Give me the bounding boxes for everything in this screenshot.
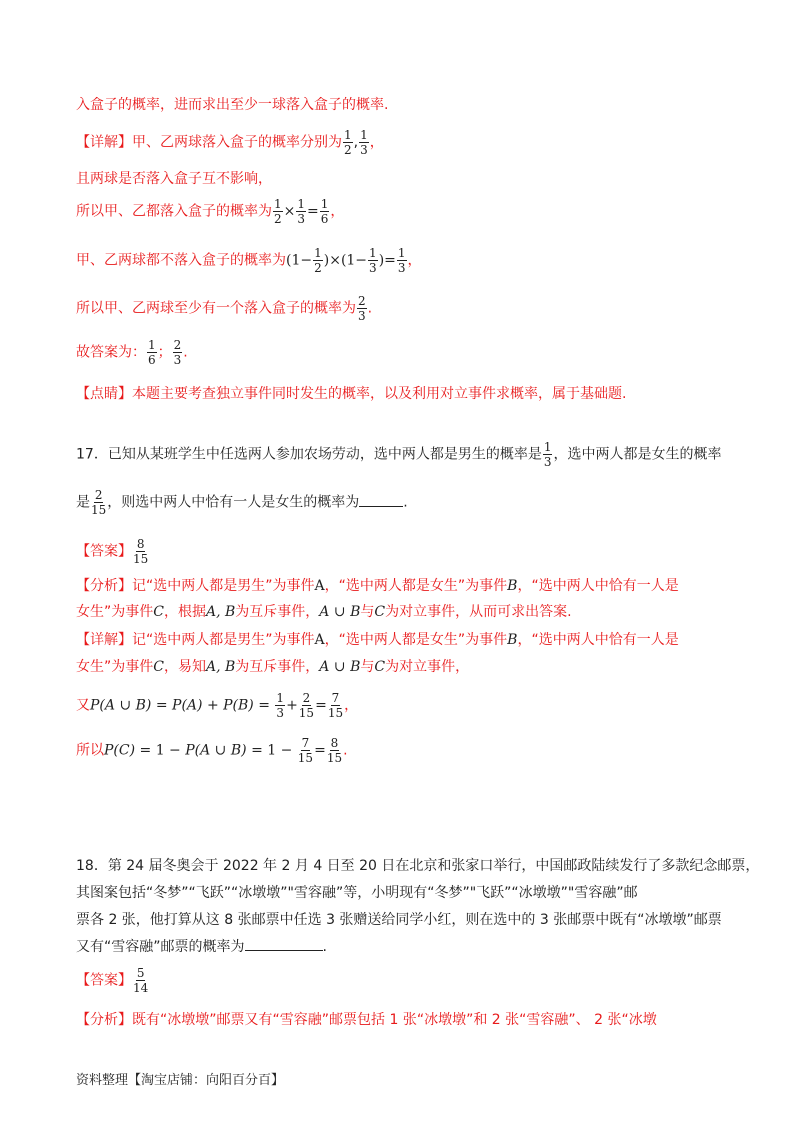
fraction: $\frac{1}{3}$ [360,128,368,157]
q17-fx-2: 女生”为事件C，根据A, B为互斥事件，A ∪ B与C为对立事件，从而可求出答案. [76,604,572,620]
q17-answer: 【答案】 $\frac{8}{15}$ [76,537,149,566]
q18-line-3: 票各 2 张，他打算从这 8 张邮票中任选 3 张赠送给同学小红，则在选中的 3 张邮票中既有“冰墩墩”邮票 [76,912,722,928]
line-7: 故答案为： $\frac{1}{6}$ ； $\frac{2}{3}$ . [76,338,188,367]
line-1: 入盒子的概率，进而求出至少一球落入盒子的概率. [76,97,389,113]
q18-fx: 【分析】既有“冰墩墩”邮票又有“雪容融”邮票包括 1 张“冰墩墩”和 2 张“雪容融”、 2 张“冰墩 [76,1012,657,1028]
q17-eq-2: 所以P(C) = 1 − P(A ∪ B) = 1 − $\frac{7}{15}$ = $\frac{8}{15}$ . [76,736,348,765]
q18-line-1: 18．第 24 届冬奥会于 2022 年 2 月 4 日至 20 日在北京和张家口举行，中国邮政陆续发行了多款纪念邮票， [76,858,760,874]
q17-line-2: 是 $\frac{2}{15}$ ，则选中两人中恰有一人是女生的概率为 . [76,488,408,517]
q18-line-4: 又有“雪容融”邮票的概率为 . [76,939,327,955]
q17-xj-1: 【详解】记“选中两人都是男生”为事件A，“选中两人都是女生”为事件B，“选中两人中恰有一人是 [76,632,679,648]
q17-eq-1: 又P(A ∪ B) = P(A) + P(B) = $\frac{1}{3}$ + $\frac{2}{15}$ = $\frac{7}{15}$ ， [76,691,359,720]
line-4: 所以甲、乙都落入盒子的概率为 $\frac{1}{2}$ × $\frac{1}{3}$ = $\frac{1}{6}$ ， [76,197,345,226]
q18-line-2: 其图案包括“冬梦”“飞跃”“冰墩墩”"雪容融”等，小明现有“冬梦”"飞跃”“冰墩墩”"雪容融”邮 [76,885,638,901]
line-5: 甲、乙两球都不落入盒子的概率为(1− $\frac{1}{2}$ )×(1− $\frac{1}{3}$ )= $\frac{1}{3}$ ， [76,246,422,275]
line-3: 且两球是否落入盒子互不影响， [76,171,272,187]
fraction: $\frac{1}{2}$ [344,128,352,157]
q17-xj-2: 女生”为事件C，易知A, B为互斥事件，A ∪ B与C为对立事件， [76,659,470,675]
line-8: 【点睛】本题主要考查独立事件同时发生的概率，以及利用对立事件求概率，属于基础题. [76,386,627,402]
line-6: 所以甲、乙两球至少有一个落入盒子的概率为 $\frac{2}{3}$ . [76,294,373,323]
footer: 资料整理【淘宝店铺：向阳百分百】 [76,1073,285,1088]
q17-line-1: 17．已知从某班学生中任选两人参加农场劳动，选中两人都是男生的概率是 $\frac{1}{3}$ ，选中两人都是女生的概率 [76,440,722,469]
q17-fx-1: 【分析】记“选中两人都是男生”为事件A，“选中两人都是女生”为事件B，“选中两人中恰有一人是 [76,578,679,594]
q18-answer: 【答案】 $\frac{5}{14}$ [76,966,149,995]
line-2: 【详解】甲、乙两球落入盒子的概率分别为 $\frac{1}{2}$ , $\frac{1}{3}$ ， [76,128,384,157]
